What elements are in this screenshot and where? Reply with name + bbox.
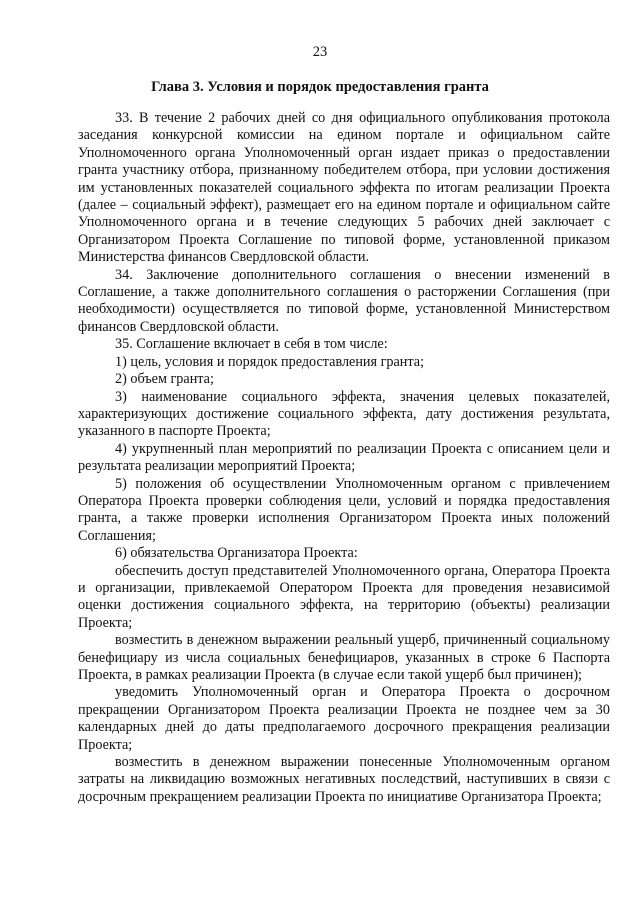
list-item-3: 3) наименование социального эффекта, значения целевых показателей, характеризующих достижение социального эффекта, дату достижения результата, указанного в паспорте Проекта;: [78, 388, 610, 440]
list-item-6: 6) обязательства Организатора Проекта:: [115, 545, 358, 562]
list-item-5: 5) положения об осуществлении Уполномоченным органом с привлечением Оператора Проекта проверки соблюдения цели, условий и порядка предоставления гранта, а также проверки исполнения Организатором Проекта иных положений Соглашения;: [78, 475, 610, 544]
page-number: 23: [312, 44, 328, 60]
obligation-damage: возместить в денежном выражении реальный ущерб, причиненный социальному бенефициару из числа социальных бенефициаров, указанных в строке 6 Паспорта Проекта, в рамках реализации Проекта (в случае если такой ущерб был причинен);: [78, 632, 610, 683]
list-item-2: 2) объем гранта;: [115, 371, 214, 388]
obligation-access: обеспечить доступ представителей Уполномоченного органа, Оператора Проекта и организации, привлекаемой Оператором Проекта для проведения независимой оценки достижения социального эффекта, на территорию (объекты) реализации Проекта;: [78, 562, 610, 631]
list-item-1: 1) цель, условия и порядок предоставления гранта;: [115, 353, 425, 370]
paragraph-34: 34. Заключение дополнительного соглашения о внесении изменений в Соглашение, а также дополнительного соглашения о расторжении Соглашения (при необходимости) осуществляется по типовой форме, установленной Министерством финансов Свердловской области.: [78, 266, 610, 335]
document-body: [78, 110, 610, 806]
obligation-costs: возместить в денежном выражении понесенные Уполномоченным органом затраты на ликвидацию возможных негативных последствий, наступивших в связи с досрочным прекращением реализации Проекта по инициативе Организатора Проекта;: [78, 754, 610, 805]
chapter-title: Глава 3. Условия и порядок предоставления гранта: [151, 79, 489, 95]
obligation-notify: уведомить Уполномоченный орган и Оператора Проекта о досрочном прекращении Организатором Проекта реализации Проекта не позднее чем за 30 календарных дней до даты предполагаемого досрочного прекращения реализации Проекта;: [78, 684, 610, 753]
paragraph-35: 35. Соглашение включает в себя в том числе:: [115, 336, 388, 353]
paragraph-33: 33. В течение 2 рабочих дней со дня официального опубликования протокола заседания конкурсной комиссии на едином портале и официальном сайте Уполномоченного органа Уполномоченный орган издает приказ о предоставлении гранта участнику отбора, признанному победителем отбора, при условии достижения им установленных показателей социального эффекта по итогам реализации Проекта (далее – социальный эффект), размещает его на едином портале и официальном сайте Уполномоченного органа и в течение следующих 5 рабочих дней заключает с Организатором Проекта Соглашение по типовой форме, установленной приказом Министерства финансов Свердловской области.: [78, 110, 610, 266]
list-item-4: 4) укрупненный план мероприятий по реализации Проекта с описанием цели и результата реализации мероприятий Проекта;: [78, 440, 610, 475]
